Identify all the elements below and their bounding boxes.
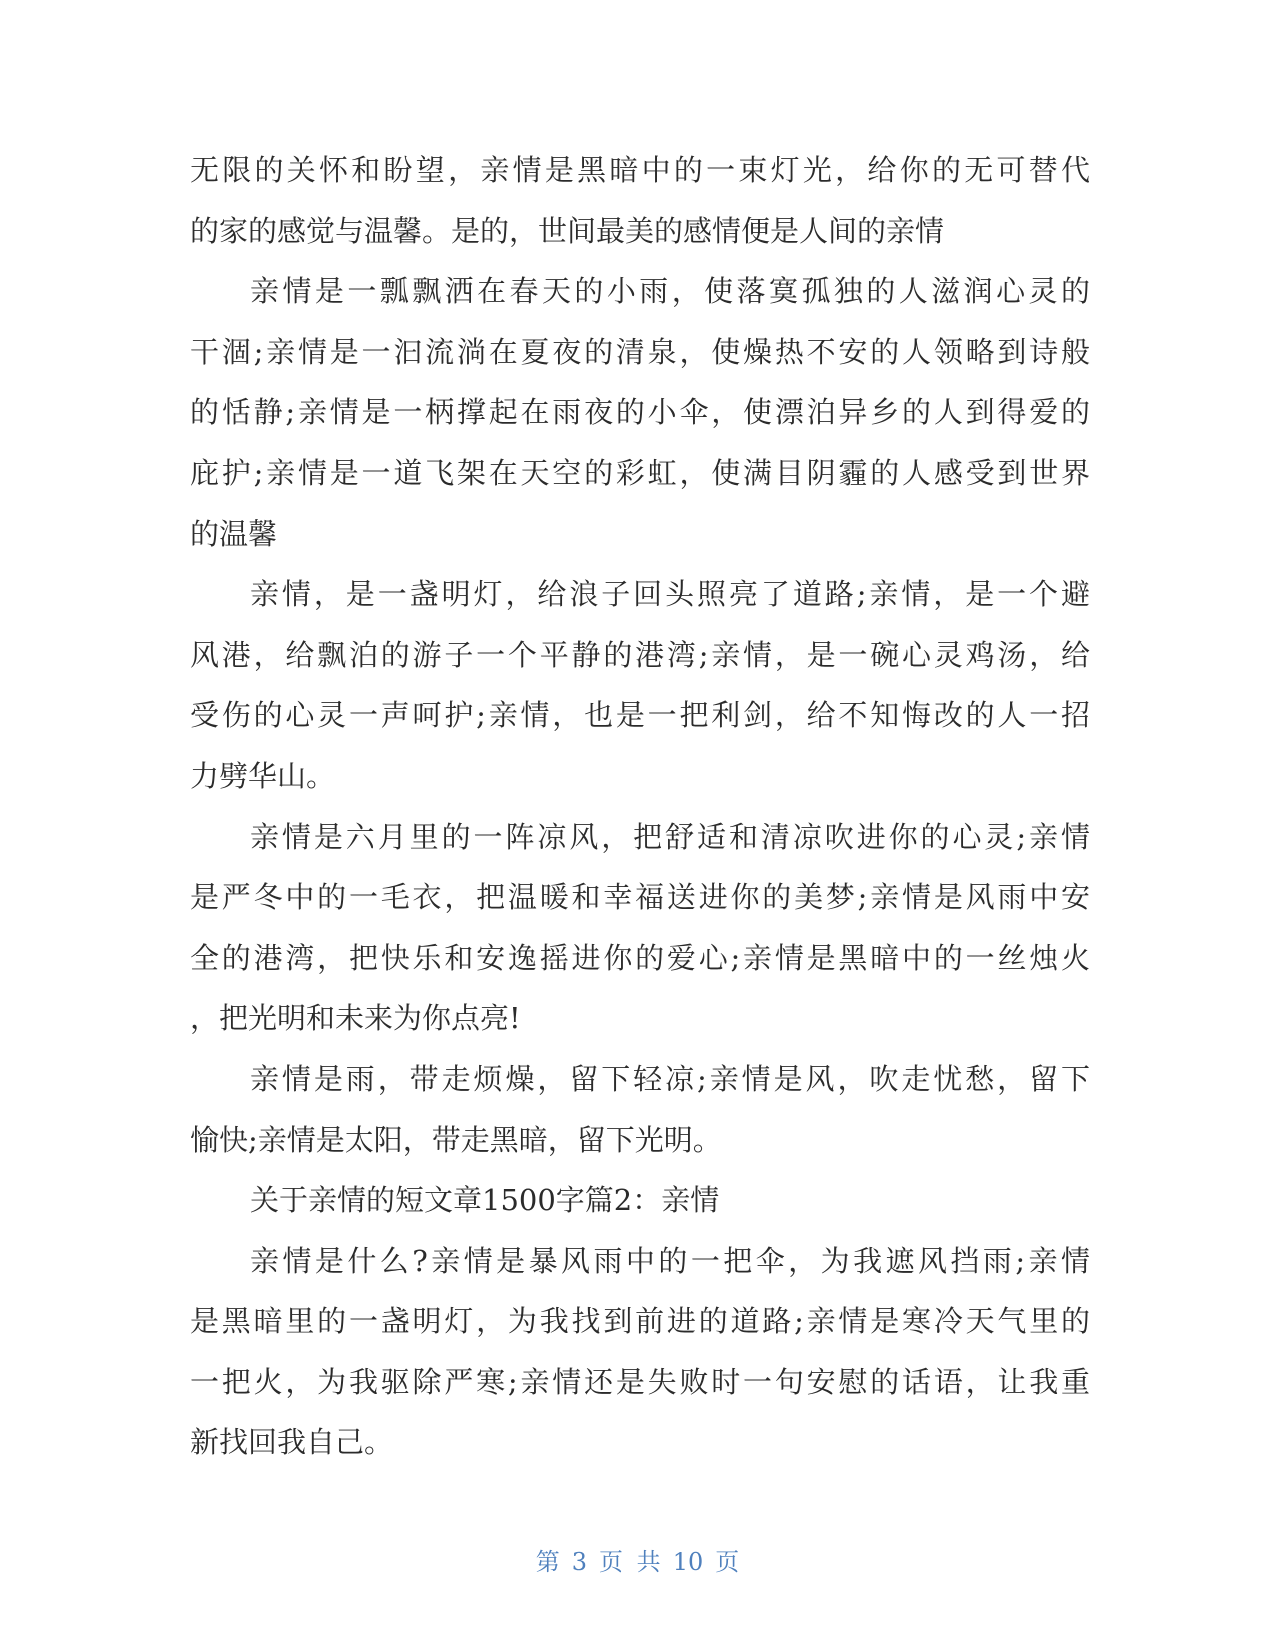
text-line: ，把光明和未来为你点亮!	[190, 1001, 521, 1036]
page-footer	[0, 1542, 1275, 1577]
text-line: 愉快;亲情是太阳，带走黑暗，留下光明。	[190, 1122, 722, 1157]
text-line: 的家的感觉与温馨。是的，世间最美的感情便是人间的亲情	[190, 213, 945, 248]
text-line: 风港，给飘泊的游子一个平静的港湾;亲情，是一碗心灵鸡汤，给	[190, 637, 1090, 672]
total-pages-number: 10	[672, 1548, 704, 1576]
page-label-suffix: 页	[715, 1548, 740, 1576]
text-line: 的温馨	[190, 516, 278, 551]
section-heading: 关于亲情的短文章1500字篇2：亲情	[250, 1183, 720, 1218]
page-label-prefix: 第	[535, 1548, 560, 1576]
document-body	[190, 140, 1090, 1473]
paragraph-start-line: 亲情是六月里的一阵凉风，把舒适和清凉吹进你的心灵;亲情	[250, 819, 1090, 854]
text-line: 无限的关怀和盼望，亲情是黑暗中的一束灯光，给你的无可替代	[190, 153, 1090, 187]
text-line: 一把火，为我驱除严寒;亲情还是失败时一句安慰的话语，让我重	[190, 1364, 1090, 1399]
text-line: 是严冬中的一毛衣，把温暖和幸福送进你的美梦;亲情是风雨中安	[190, 880, 1090, 915]
text-line: 受伤的心灵一声呵护;亲情，也是一把利剑，给不知悔改的人一招	[190, 698, 1090, 733]
paragraph-start-line: 亲情是雨，带走烦燥，留下轻凉;亲情是风，吹走忧愁，留下	[250, 1061, 1090, 1096]
text-line: 干涸;亲情是一汩流淌在夏夜的清泉，使燥热不安的人领略到诗般	[190, 334, 1090, 369]
text-line: 的恬静;亲情是一柄撑起在雨夜的小伞，使漂泊异乡的人到得爱的	[190, 395, 1090, 430]
text-line: 庇护;亲情是一道飞架在天空的彩虹，使满目阴霾的人感受到世界	[190, 455, 1090, 490]
current-page-number: 3	[571, 1548, 588, 1576]
text-line: 全的港湾，把快乐和安逸摇进你的爱心;亲情是黑暗中的一丝烛火	[190, 940, 1090, 975]
text-line: 新找回我自己。	[190, 1425, 394, 1460]
text-line: 力劈华山。	[190, 758, 336, 793]
text-line: 是黑暗里的一盏明灯，为我找到前进的道路;亲情是寒冷天气里的	[190, 1304, 1090, 1339]
paragraph-start-line: 亲情是什么?亲情是暴风雨中的一把伞，为我遮风挡雨;亲情	[250, 1243, 1090, 1278]
paragraph-start-line: 亲情，是一盏明灯，给浪子回头照亮了道路;亲情，是一个避	[250, 577, 1090, 612]
page-label-mid: 页 共	[599, 1548, 661, 1576]
paragraph-start-line: 亲情是一瓢飘洒在春天的小雨，使落寞孤独的人滋润心灵的	[250, 274, 1090, 309]
